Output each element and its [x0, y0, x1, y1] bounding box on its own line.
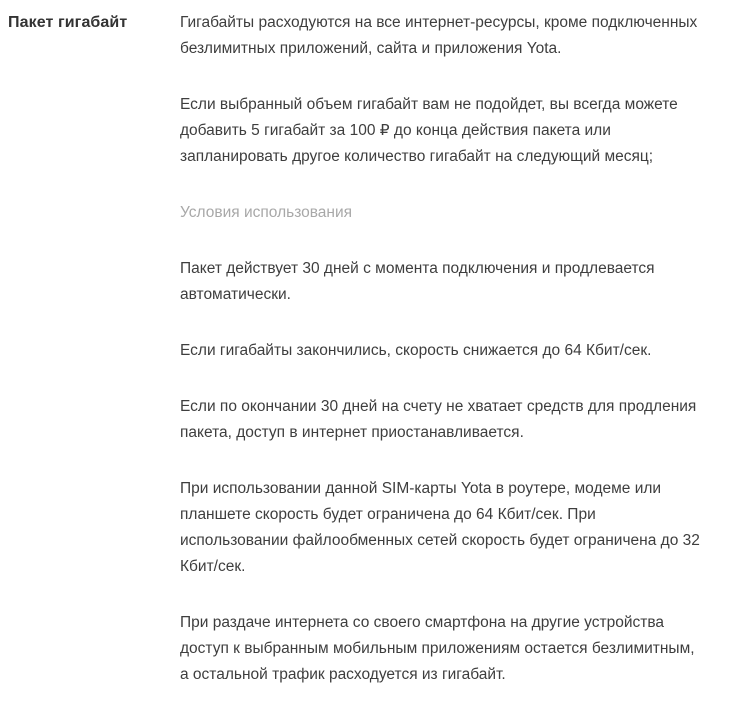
intro-paragraph: Гигабайты расходуются на все интернет-ресурсы, кроме подключенных безлимитных приложений, сайта и приложения Yota.: [180, 14, 698, 57]
terms-paragraph: Если по окончании 30 дней на счету не хватает средств для продления пакета, доступ в интернет приостанавливается.: [180, 398, 697, 441]
terms-paragraph: При использовании данной SIM-карты Yota в роутере, модеме или планшете скорость будет ограничена до 64 Кбит/сек. При использовании файлообменных сетей скорость будет ограничена до 32 Кбит/сек.: [180, 480, 700, 575]
terms-paragraph: Пакет действует 30 дней с момента подключения и продлевается автоматически.: [180, 260, 655, 303]
intro-paragraph: Если выбранный объем гигабайт вам не подойдет, вы всегда можете добавить 5 гигабайт за 100 ₽ до конца действия пакета или запланировать другое количество гигабайт на следующий месяц;: [180, 96, 678, 165]
terms-of-use-heading: Условия использования: [180, 204, 353, 221]
terms-paragraph: При раздаче интернета со своего смартфона на другие устройства доступ к выбранным мобильным приложениям остается безлимитным, а остальной трафик расходуется из гигабайт.: [180, 614, 695, 683]
section-content-column: [172, 10, 712, 718]
section-title: Пакет гигабайт: [8, 14, 128, 31]
section-label-column: [0, 10, 172, 36]
terms-paragraph: Если гигабайты закончились, скорость снижается до 64 Кбит/сек.: [180, 342, 652, 359]
